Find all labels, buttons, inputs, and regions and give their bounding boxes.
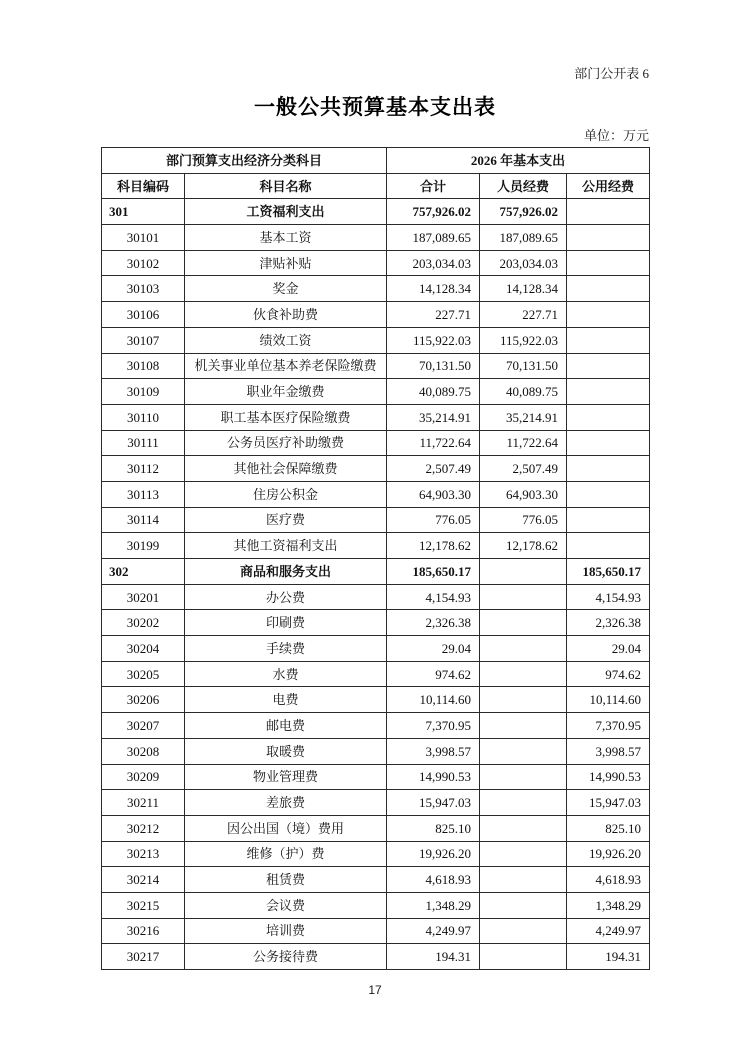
cell-public bbox=[567, 199, 650, 225]
cell-name: 其他工资福利支出 bbox=[185, 533, 387, 559]
table-row bbox=[102, 636, 650, 662]
cell-total: 194.31 bbox=[387, 944, 480, 970]
cell-personnel bbox=[480, 815, 567, 841]
cell-public bbox=[567, 456, 650, 482]
cell-code: 30107 bbox=[102, 327, 185, 353]
cell-name: 培训费 bbox=[185, 918, 387, 944]
cell-total: 203,034.03 bbox=[387, 250, 480, 276]
cell-code: 30211 bbox=[102, 790, 185, 816]
table-row bbox=[102, 250, 650, 276]
cell-name: 基本工资 bbox=[185, 225, 387, 251]
cell-public bbox=[567, 430, 650, 456]
cell-personnel: 12,178.62 bbox=[480, 533, 567, 559]
unit-label: 单位：万元 bbox=[583, 128, 649, 143]
cell-name: 职业年金缴费 bbox=[185, 379, 387, 405]
table-row bbox=[102, 918, 650, 944]
cell-code: 30216 bbox=[102, 918, 185, 944]
cell-personnel bbox=[480, 841, 567, 867]
cell-code: 30110 bbox=[102, 404, 185, 430]
cell-public: 825.10 bbox=[567, 815, 650, 841]
table-row bbox=[102, 404, 650, 430]
cell-personnel bbox=[480, 584, 567, 610]
cell-personnel: 35,214.91 bbox=[480, 404, 567, 430]
cell-total: 14,128.34 bbox=[387, 276, 480, 302]
table-row bbox=[102, 584, 650, 610]
table-row bbox=[102, 327, 650, 353]
table-row bbox=[102, 713, 650, 739]
cell-code: 30214 bbox=[102, 867, 185, 893]
cell-public: 10,114.60 bbox=[567, 687, 650, 713]
cell-name: 机关事业单位基本养老保险缴费 bbox=[185, 353, 387, 379]
cell-total: 4,618.93 bbox=[387, 867, 480, 893]
cell-code: 30206 bbox=[102, 687, 185, 713]
cell-total: 29.04 bbox=[387, 636, 480, 662]
table-row bbox=[102, 456, 650, 482]
table-row bbox=[102, 841, 650, 867]
cell-personnel bbox=[480, 559, 567, 585]
cell-code: 30212 bbox=[102, 815, 185, 841]
table-row bbox=[102, 225, 650, 251]
table-row bbox=[102, 738, 650, 764]
cell-total: 35,214.91 bbox=[387, 404, 480, 430]
cell-name: 工资福利支出 bbox=[185, 199, 387, 225]
cell-total: 40,089.75 bbox=[387, 379, 480, 405]
table-row bbox=[102, 199, 650, 225]
cell-public bbox=[567, 481, 650, 507]
cell-personnel: 227.71 bbox=[480, 302, 567, 328]
cell-code: 30205 bbox=[102, 661, 185, 687]
cell-total: 19,926.20 bbox=[387, 841, 480, 867]
table-row bbox=[102, 790, 650, 816]
cell-code: 30103 bbox=[102, 276, 185, 302]
cell-name: 印刷费 bbox=[185, 610, 387, 636]
cell-code: 30102 bbox=[102, 250, 185, 276]
form-number-label: 部门公开表 6 bbox=[574, 66, 649, 81]
cell-total: 974.62 bbox=[387, 661, 480, 687]
cell-name: 公务接待费 bbox=[185, 944, 387, 970]
cell-name: 伙食补助费 bbox=[185, 302, 387, 328]
cell-public bbox=[567, 379, 650, 405]
cell-public: 4,154.93 bbox=[567, 584, 650, 610]
cell-code: 30213 bbox=[102, 841, 185, 867]
table-row bbox=[102, 507, 650, 533]
cell-name: 绩效工资 bbox=[185, 327, 387, 353]
cell-personnel bbox=[480, 661, 567, 687]
cell-name: 津贴补贴 bbox=[185, 250, 387, 276]
group-header-classification: 部门预算支出经济分类科目 bbox=[102, 148, 387, 174]
cell-personnel: 757,926.02 bbox=[480, 199, 567, 225]
cell-code: 30111 bbox=[102, 430, 185, 456]
cell-personnel: 203,034.03 bbox=[480, 250, 567, 276]
cell-public bbox=[567, 250, 650, 276]
cell-name: 因公出国（境）费用 bbox=[185, 815, 387, 841]
cell-code: 30106 bbox=[102, 302, 185, 328]
cell-public bbox=[567, 404, 650, 430]
cell-total: 14,990.53 bbox=[387, 764, 480, 790]
cell-public: 15,947.03 bbox=[567, 790, 650, 816]
cell-public: 974.62 bbox=[567, 661, 650, 687]
cell-public bbox=[567, 533, 650, 559]
cell-code: 30114 bbox=[102, 507, 185, 533]
cell-total: 11,722.64 bbox=[387, 430, 480, 456]
table-row bbox=[102, 430, 650, 456]
table-row bbox=[102, 867, 650, 893]
cell-name: 奖金 bbox=[185, 276, 387, 302]
cell-personnel: 776.05 bbox=[480, 507, 567, 533]
cell-total: 187,089.65 bbox=[387, 225, 480, 251]
column-header-name: 科目名称 bbox=[185, 173, 387, 199]
cell-public bbox=[567, 327, 650, 353]
cell-total: 15,947.03 bbox=[387, 790, 480, 816]
cell-name: 办公费 bbox=[185, 584, 387, 610]
cell-name: 住房公积金 bbox=[185, 481, 387, 507]
cell-public: 1,348.29 bbox=[567, 892, 650, 918]
cell-name: 物业管理费 bbox=[185, 764, 387, 790]
cell-public: 14,990.53 bbox=[567, 764, 650, 790]
cell-code: 30113 bbox=[102, 481, 185, 507]
cell-public: 2,326.38 bbox=[567, 610, 650, 636]
page-content bbox=[101, 66, 649, 997]
budget-table bbox=[101, 147, 650, 970]
cell-total: 64,903.30 bbox=[387, 481, 480, 507]
cell-personnel: 115,922.03 bbox=[480, 327, 567, 353]
cell-personnel: 187,089.65 bbox=[480, 225, 567, 251]
page-title: 一般公共预算基本支出表 bbox=[254, 95, 496, 119]
table-row bbox=[102, 302, 650, 328]
cell-name: 取暖费 bbox=[185, 738, 387, 764]
cell-public: 4,249.97 bbox=[567, 918, 650, 944]
cell-name: 手续费 bbox=[185, 636, 387, 662]
cell-public bbox=[567, 276, 650, 302]
cell-personnel bbox=[480, 867, 567, 893]
cell-code: 30217 bbox=[102, 944, 185, 970]
cell-public: 19,926.20 bbox=[567, 841, 650, 867]
cell-code: 30209 bbox=[102, 764, 185, 790]
cell-personnel bbox=[480, 790, 567, 816]
cell-public: 4,618.93 bbox=[567, 867, 650, 893]
group-header-basic-expenditure: 2026 年基本支出 bbox=[387, 148, 650, 174]
cell-public bbox=[567, 302, 650, 328]
cell-personnel bbox=[480, 687, 567, 713]
cell-personnel bbox=[480, 944, 567, 970]
cell-total: 227.71 bbox=[387, 302, 480, 328]
cell-total: 70,131.50 bbox=[387, 353, 480, 379]
cell-personnel: 14,128.34 bbox=[480, 276, 567, 302]
table-row bbox=[102, 379, 650, 405]
table-row bbox=[102, 815, 650, 841]
column-header-row bbox=[102, 173, 650, 199]
cell-code: 30202 bbox=[102, 610, 185, 636]
cell-name: 邮电费 bbox=[185, 713, 387, 739]
cell-total: 3,998.57 bbox=[387, 738, 480, 764]
cell-personnel bbox=[480, 764, 567, 790]
cell-personnel: 11,722.64 bbox=[480, 430, 567, 456]
group-header-row bbox=[102, 148, 650, 174]
cell-code: 30208 bbox=[102, 738, 185, 764]
table-row bbox=[102, 661, 650, 687]
cell-personnel bbox=[480, 918, 567, 944]
cell-code: 30207 bbox=[102, 713, 185, 739]
cell-public: 3,998.57 bbox=[567, 738, 650, 764]
cell-total: 10,114.60 bbox=[387, 687, 480, 713]
table-row bbox=[102, 353, 650, 379]
cell-total: 12,178.62 bbox=[387, 533, 480, 559]
cell-code: 30109 bbox=[102, 379, 185, 405]
cell-name: 会议费 bbox=[185, 892, 387, 918]
cell-total: 4,154.93 bbox=[387, 584, 480, 610]
cell-personnel bbox=[480, 610, 567, 636]
cell-name: 电费 bbox=[185, 687, 387, 713]
cell-name: 维修（护）费 bbox=[185, 841, 387, 867]
cell-public: 185,650.17 bbox=[567, 559, 650, 585]
table-row bbox=[102, 944, 650, 970]
cell-total: 825.10 bbox=[387, 815, 480, 841]
cell-code: 30204 bbox=[102, 636, 185, 662]
cell-name: 公务员医疗补助缴费 bbox=[185, 430, 387, 456]
cell-total: 115,922.03 bbox=[387, 327, 480, 353]
cell-name: 商品和服务支出 bbox=[185, 559, 387, 585]
cell-personnel bbox=[480, 892, 567, 918]
cell-code: 302 bbox=[102, 559, 185, 585]
column-header-code: 科目编码 bbox=[102, 173, 185, 199]
table-row bbox=[102, 533, 650, 559]
cell-public bbox=[567, 225, 650, 251]
table-row bbox=[102, 764, 650, 790]
cell-name: 其他社会保障缴费 bbox=[185, 456, 387, 482]
cell-personnel: 40,089.75 bbox=[480, 379, 567, 405]
cell-total: 185,650.17 bbox=[387, 559, 480, 585]
cell-personnel: 70,131.50 bbox=[480, 353, 567, 379]
cell-name: 职工基本医疗保险缴费 bbox=[185, 404, 387, 430]
cell-code: 30199 bbox=[102, 533, 185, 559]
cell-total: 4,249.97 bbox=[387, 918, 480, 944]
column-header-total: 合计 bbox=[387, 173, 480, 199]
cell-public bbox=[567, 353, 650, 379]
cell-personnel: 64,903.30 bbox=[480, 481, 567, 507]
cell-name: 医疗费 bbox=[185, 507, 387, 533]
table-header bbox=[102, 148, 650, 199]
table-row bbox=[102, 610, 650, 636]
column-header-public: 公用经费 bbox=[567, 173, 650, 199]
table-row bbox=[102, 276, 650, 302]
cell-code: 30101 bbox=[102, 225, 185, 251]
page-number: 17 bbox=[368, 983, 382, 997]
cell-code: 30215 bbox=[102, 892, 185, 918]
table-row bbox=[102, 559, 650, 585]
cell-personnel bbox=[480, 713, 567, 739]
table-body bbox=[102, 199, 650, 970]
cell-name: 水费 bbox=[185, 661, 387, 687]
table-row bbox=[102, 892, 650, 918]
cell-code: 30201 bbox=[102, 584, 185, 610]
cell-total: 757,926.02 bbox=[387, 199, 480, 225]
cell-total: 7,370.95 bbox=[387, 713, 480, 739]
cell-code: 30112 bbox=[102, 456, 185, 482]
cell-name: 租赁费 bbox=[185, 867, 387, 893]
cell-personnel bbox=[480, 738, 567, 764]
table-row bbox=[102, 481, 650, 507]
cell-personnel bbox=[480, 636, 567, 662]
cell-public bbox=[567, 507, 650, 533]
cell-public: 7,370.95 bbox=[567, 713, 650, 739]
cell-total: 776.05 bbox=[387, 507, 480, 533]
cell-total: 2,507.49 bbox=[387, 456, 480, 482]
cell-public: 194.31 bbox=[567, 944, 650, 970]
cell-code: 301 bbox=[102, 199, 185, 225]
table-row bbox=[102, 687, 650, 713]
column-header-personnel: 人员经费 bbox=[480, 173, 567, 199]
cell-total: 1,348.29 bbox=[387, 892, 480, 918]
cell-personnel: 2,507.49 bbox=[480, 456, 567, 482]
cell-name: 差旅费 bbox=[185, 790, 387, 816]
cell-public: 29.04 bbox=[567, 636, 650, 662]
cell-total: 2,326.38 bbox=[387, 610, 480, 636]
cell-code: 30108 bbox=[102, 353, 185, 379]
